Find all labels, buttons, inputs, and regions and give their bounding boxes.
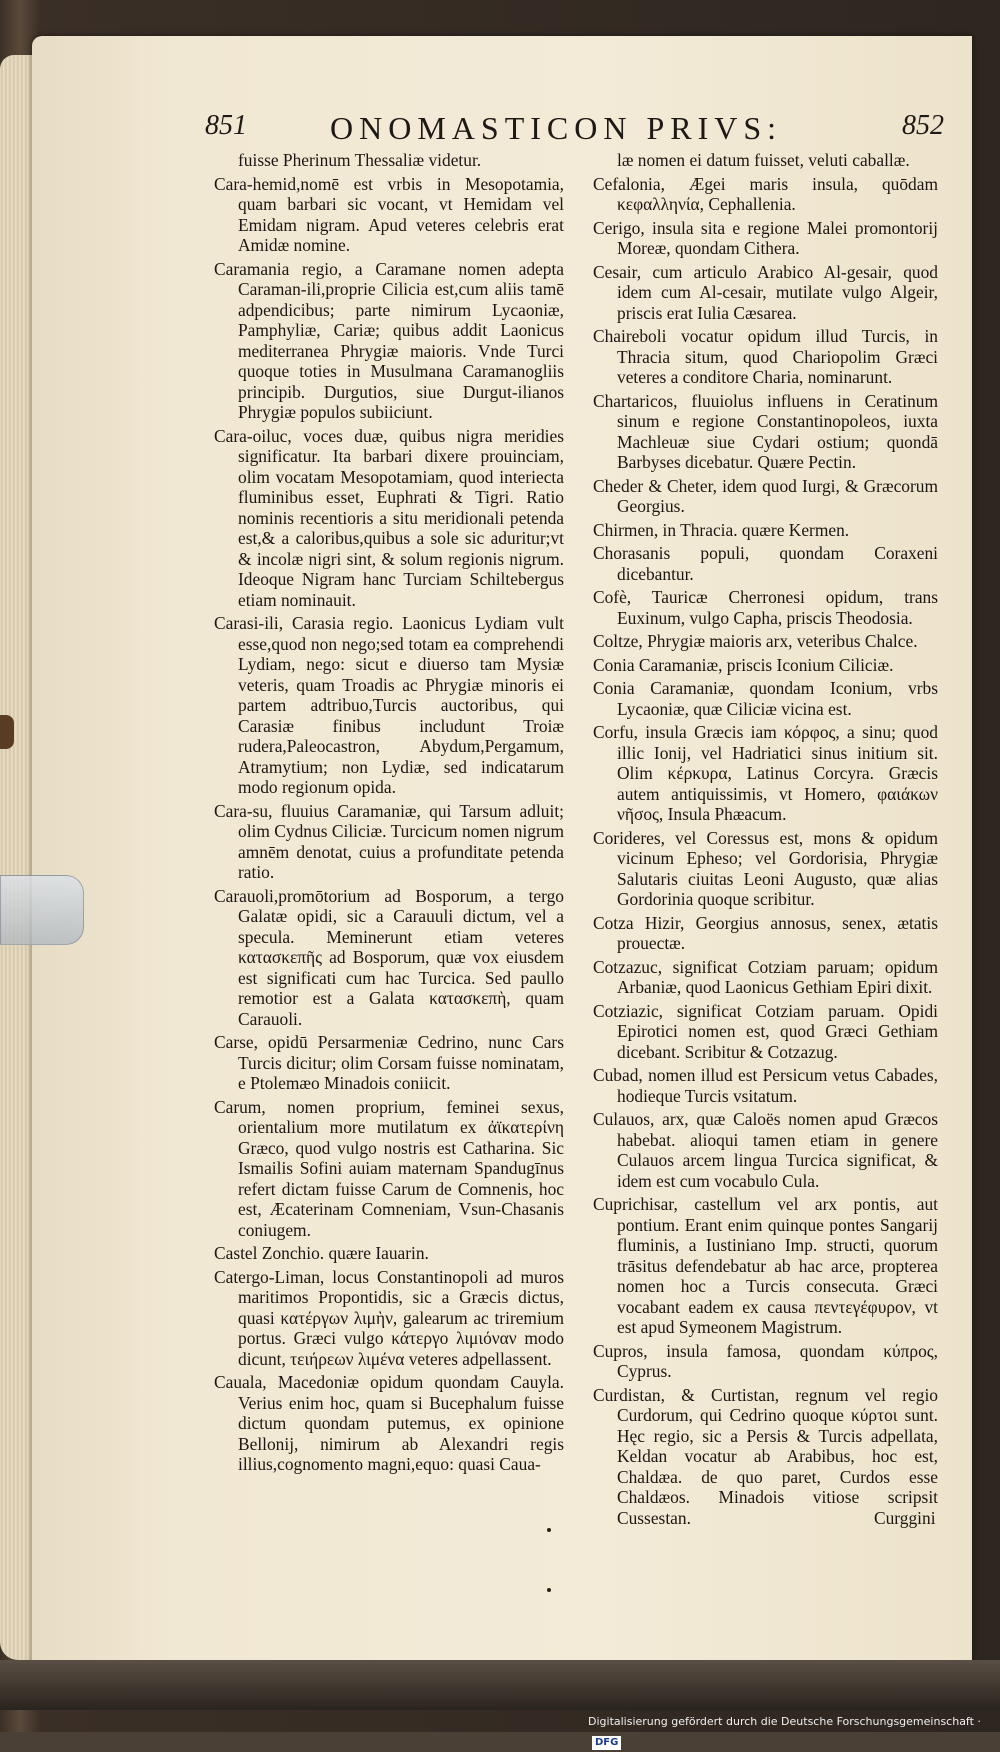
entry: fuisse Pherinum Thessaliæ videtur.: [238, 150, 482, 170]
entry: Cauala, Macedoniæ opidum quondam Cauyla. Verius enim hoc, quam si Bucephalum fuisse dictum quondam putemus, ex opinione Bellonij, nimirum ab Alexandri regis illius,cognomento magni,equo: quasi Caua-: [214, 1372, 564, 1474]
entry: Castel Zonchio. quære Iauarin.: [214, 1243, 429, 1263]
entry: Cotza Hizir, Georgius annosus, senex, ætatis prouectæ.: [593, 912, 938, 953]
entry: Cara-oiluc, voces duæ, quibus nigra meridies significatur. Ita barbari dixere prouinciam, olim vocatam Mesopotamiam, quod interiecta fluminibus esset, Euphrati & Tigri. Ratio nominis recentioris a situ meridionali petenda est,& a caloribus,quibus a sole sic aduritur;vt & incolæ nigri sint, & solum regionis nigrum. Ideoque Nigram hanc Turciam Schiltebergus etiam nominauit.: [214, 425, 564, 610]
entry: Chartaricos, fluuiolus influens in Ceratinum sinum e regione Constantinopoleos, iuxta Machleuæ siue Cydari ostium; quondā Barbyses dicebatur. Quære Pectin.: [593, 390, 938, 472]
entry: Cefalonia, Ægei maris insula, quōdam κεφαλληνία, Cephallenia.: [593, 173, 938, 214]
entry: Coltze, Phrygiæ maioris arx, veteribus Chalce.: [593, 631, 918, 651]
entry: Curdistan, & Curtistan, regnum vel regio Curdorum, qui Cedrino quoque κύρτοι sunt. Hęc regio, sic a Persis & Turcis adpellata, Keldan vocatur ab Arabibus, hoc est, Chaldæa. de quo paret, Curdos esse Chaldæos. Minadois vitiose scripsit Cussestan.: [593, 1384, 938, 1528]
entry: Cara-su, fluuius Caramaniæ, qui Tarsum adluit; olim Cydnus Ciliciæ. Turcicum nomen nigrum amnēm denotat, cuius a profunditate petenda ratio.: [214, 800, 564, 882]
entry: Chaireboli vocatur opidum illud Turcis, in Thracia situm, quod Chariopolim Græci veteres a conditore Charia, nominarunt.: [593, 326, 938, 387]
entry: Cerigo, insula sita e regione Malei promontorij Moreæ, quondam Cithera.: [593, 217, 938, 258]
entry: Corideres, vel Coressus est, mons & opidum vicinum Epheso; vel Gordorisia, Phrygiæ Salutaris ciuitas Leoni Augusto, quæ alias Gordorinia quoque scribitur.: [593, 827, 938, 909]
ink-dot: [547, 1528, 551, 1532]
right-column: [593, 150, 938, 1531]
entry: Culauos, arx, quæ Caloës nomen apud Græcos habebat. alioqui tamen etiam in genere Culauos arcem lingua Turcica significat, & idem est cum vocabulo Cula.: [593, 1109, 938, 1191]
dfg-logo: DFG: [592, 1736, 621, 1750]
page-number-left: 851: [205, 110, 247, 141]
entry: Corfu, insula Græcis iam κόρφος, a sinu; quod illic Ionij, vel Hadriatici sinus initium sit. Olim κέρκυρα, Latinus Corcyra. Græcis autem antiquissimis, vt Homero, φαιάκων νῆσος, Insula Phæacum.: [593, 722, 938, 824]
page-clip: [0, 875, 84, 945]
entry: Carasi-ili, Carasia regio. Laonicus Lydiam vult esse,quod non nego;sed totam ea comprehendi Lydiam, nego: sicut e diuerso tam Mysiæ veteris, quam Troadis ac Phrygiæ minoris ei partem adtribuo,Turcis auctoribus, qui Carasiæ finibus includunt Troiæ rudera,Paleocastron, Abydum,Pergamum, Atramytium; non Lydiæ, sed indicatarum modo regionum opida.: [214, 613, 564, 797]
entry: Conia Caramaniæ, quondam Iconium, vrbs Lycaoniæ, quæ Ciliciæ vicina est.: [593, 678, 938, 719]
entry: Chorasanis populi, quondam Coraxeni dicebantur.: [593, 543, 938, 584]
entry: Cheder & Cheter, idem quod Iurgi, & Græcorum Georgius.: [593, 475, 938, 516]
entry: Carse, opidū Persarmeniæ Cedrino, nunc Cars Turcis dicitur; olim Corsam fuisse nominatam, e Ptolemæo Minadois coniicit.: [214, 1032, 564, 1093]
entry: Carum, nomen proprium, feminei sexus, orientalium more mutilatum ex ἀϊκατερίνη Græco, quod vulgo nostris est Catharina. Sic Ismailis Sofini auiam maternam Spandugīnus refert dictam fuisse Carum de Comnenis, hoc est, Æcaterinam Comneniam, Vsun-Chasanis coniugem.: [214, 1096, 564, 1240]
entry: Cubad, nomen illud est Persicum vetus Cabades, hodieque Turcis vsitatum.: [593, 1065, 938, 1106]
digitization-footer: [588, 1712, 1000, 1748]
bottom-shadow: [0, 1660, 1000, 1710]
entry: Cotzazuc, significat Cotziam paruam; opidum Arbaniæ, quod Laonicus Gethiam Epiri dixit.: [593, 956, 938, 997]
footer-text: Digitalisierung gefördert durch die Deutsche Forschungsgemeinschaft ·: [588, 1715, 981, 1728]
running-title: ONOMASTICON PRIVS:: [330, 110, 783, 146]
entry: Cuprichisar, castellum vel arx pontis, aut pontium. Erant enim quinque pontes Sangarij fluminis, a Iustiniano Imp. structi, quorum trāsitus defendebatur ab hac arce, propterea nomen hoc a Turcis consecuta. Græci vocabant eadem ex causa πεντεγέφυρον, vt est apud Symeonem Magistrum.: [593, 1194, 938, 1337]
entry: Chirmen, in Thracia. quære Kermen.: [593, 519, 850, 540]
ink-dot: [547, 1588, 551, 1592]
entry: Conia Caramaniæ, priscis Iconium Ciliciæ.: [593, 654, 894, 675]
entry: Caramania regio, a Caramane nomen adepta Caraman-ili,proprie Cilicia est,cum aliis tamē adpendicibus; parte nimirum Lycaoniæ, Pamphyliæ, Cariæ; quibus addit Laonicus mediterranea Phrygiæ maioris. Vnde Turci quoque toties in Musulmana Caramanogliis principib. Durgutios, siue Durgut-ilianos Phrygiæ populos subiiciunt.: [214, 258, 564, 422]
entry: Cara-hemid,nomē est vrbis in Mesopotamia, quam barbari sic vocant, vt Hemidam vel Emidam nigram. Apud veteres celebris erat Amidæ nomine.: [214, 173, 564, 255]
entry: læ nomen ei datum fuisset, veluti caballæ.: [617, 150, 910, 170]
catchword: Curggini: [874, 1508, 936, 1528]
entry: Carauoli,promōtorium ad Bosporum, a tergo Galatæ opidi, sic a Carauuli dictum, vel a specula. Meminerunt etiam veteres κατασκεπῆς ad Bosporum, quæ vox eiusdem est significati cum hac Turcica. Sed paullo remotior est a Galata κατασκεπὴ, quam Carauoli.: [214, 885, 564, 1029]
entry: Cesair, cum articulo Arabico Al-gesair, quod idem cum Al-cesair, mutilate vulgo Algeir, priscis erat Iulia Cæsarea.: [593, 261, 938, 323]
entry: Cofè, Tauricæ Cherronesi opidum, trans Euxinum, vulgo Capha, priscis Theodosia.: [593, 587, 938, 628]
entry: Catergo-Liman, locus Constantinopoli ad muros maritimos Propontidis, sic a Græcis dictus, quasi κατέργων λιμὴν, galearum ac triremium portus. Græci vulgo κάτεργο λιμιόναν modo dicunt, τειήρεων λιμένα veteres adpellassent.: [214, 1266, 564, 1369]
edge-stain: [0, 715, 14, 749]
entry: Cotziazic, significat Cotziam paruam. Opidi Epirotici nomen est, quod Græci Gethiam dicebant. Scribitur & Cotzazug.: [593, 1000, 938, 1062]
left-column: [214, 150, 564, 1478]
page-number-right: 852: [902, 110, 944, 141]
entry: Cupros, insula famosa, quondam κύπρος, Cyprus.: [593, 1340, 938, 1381]
